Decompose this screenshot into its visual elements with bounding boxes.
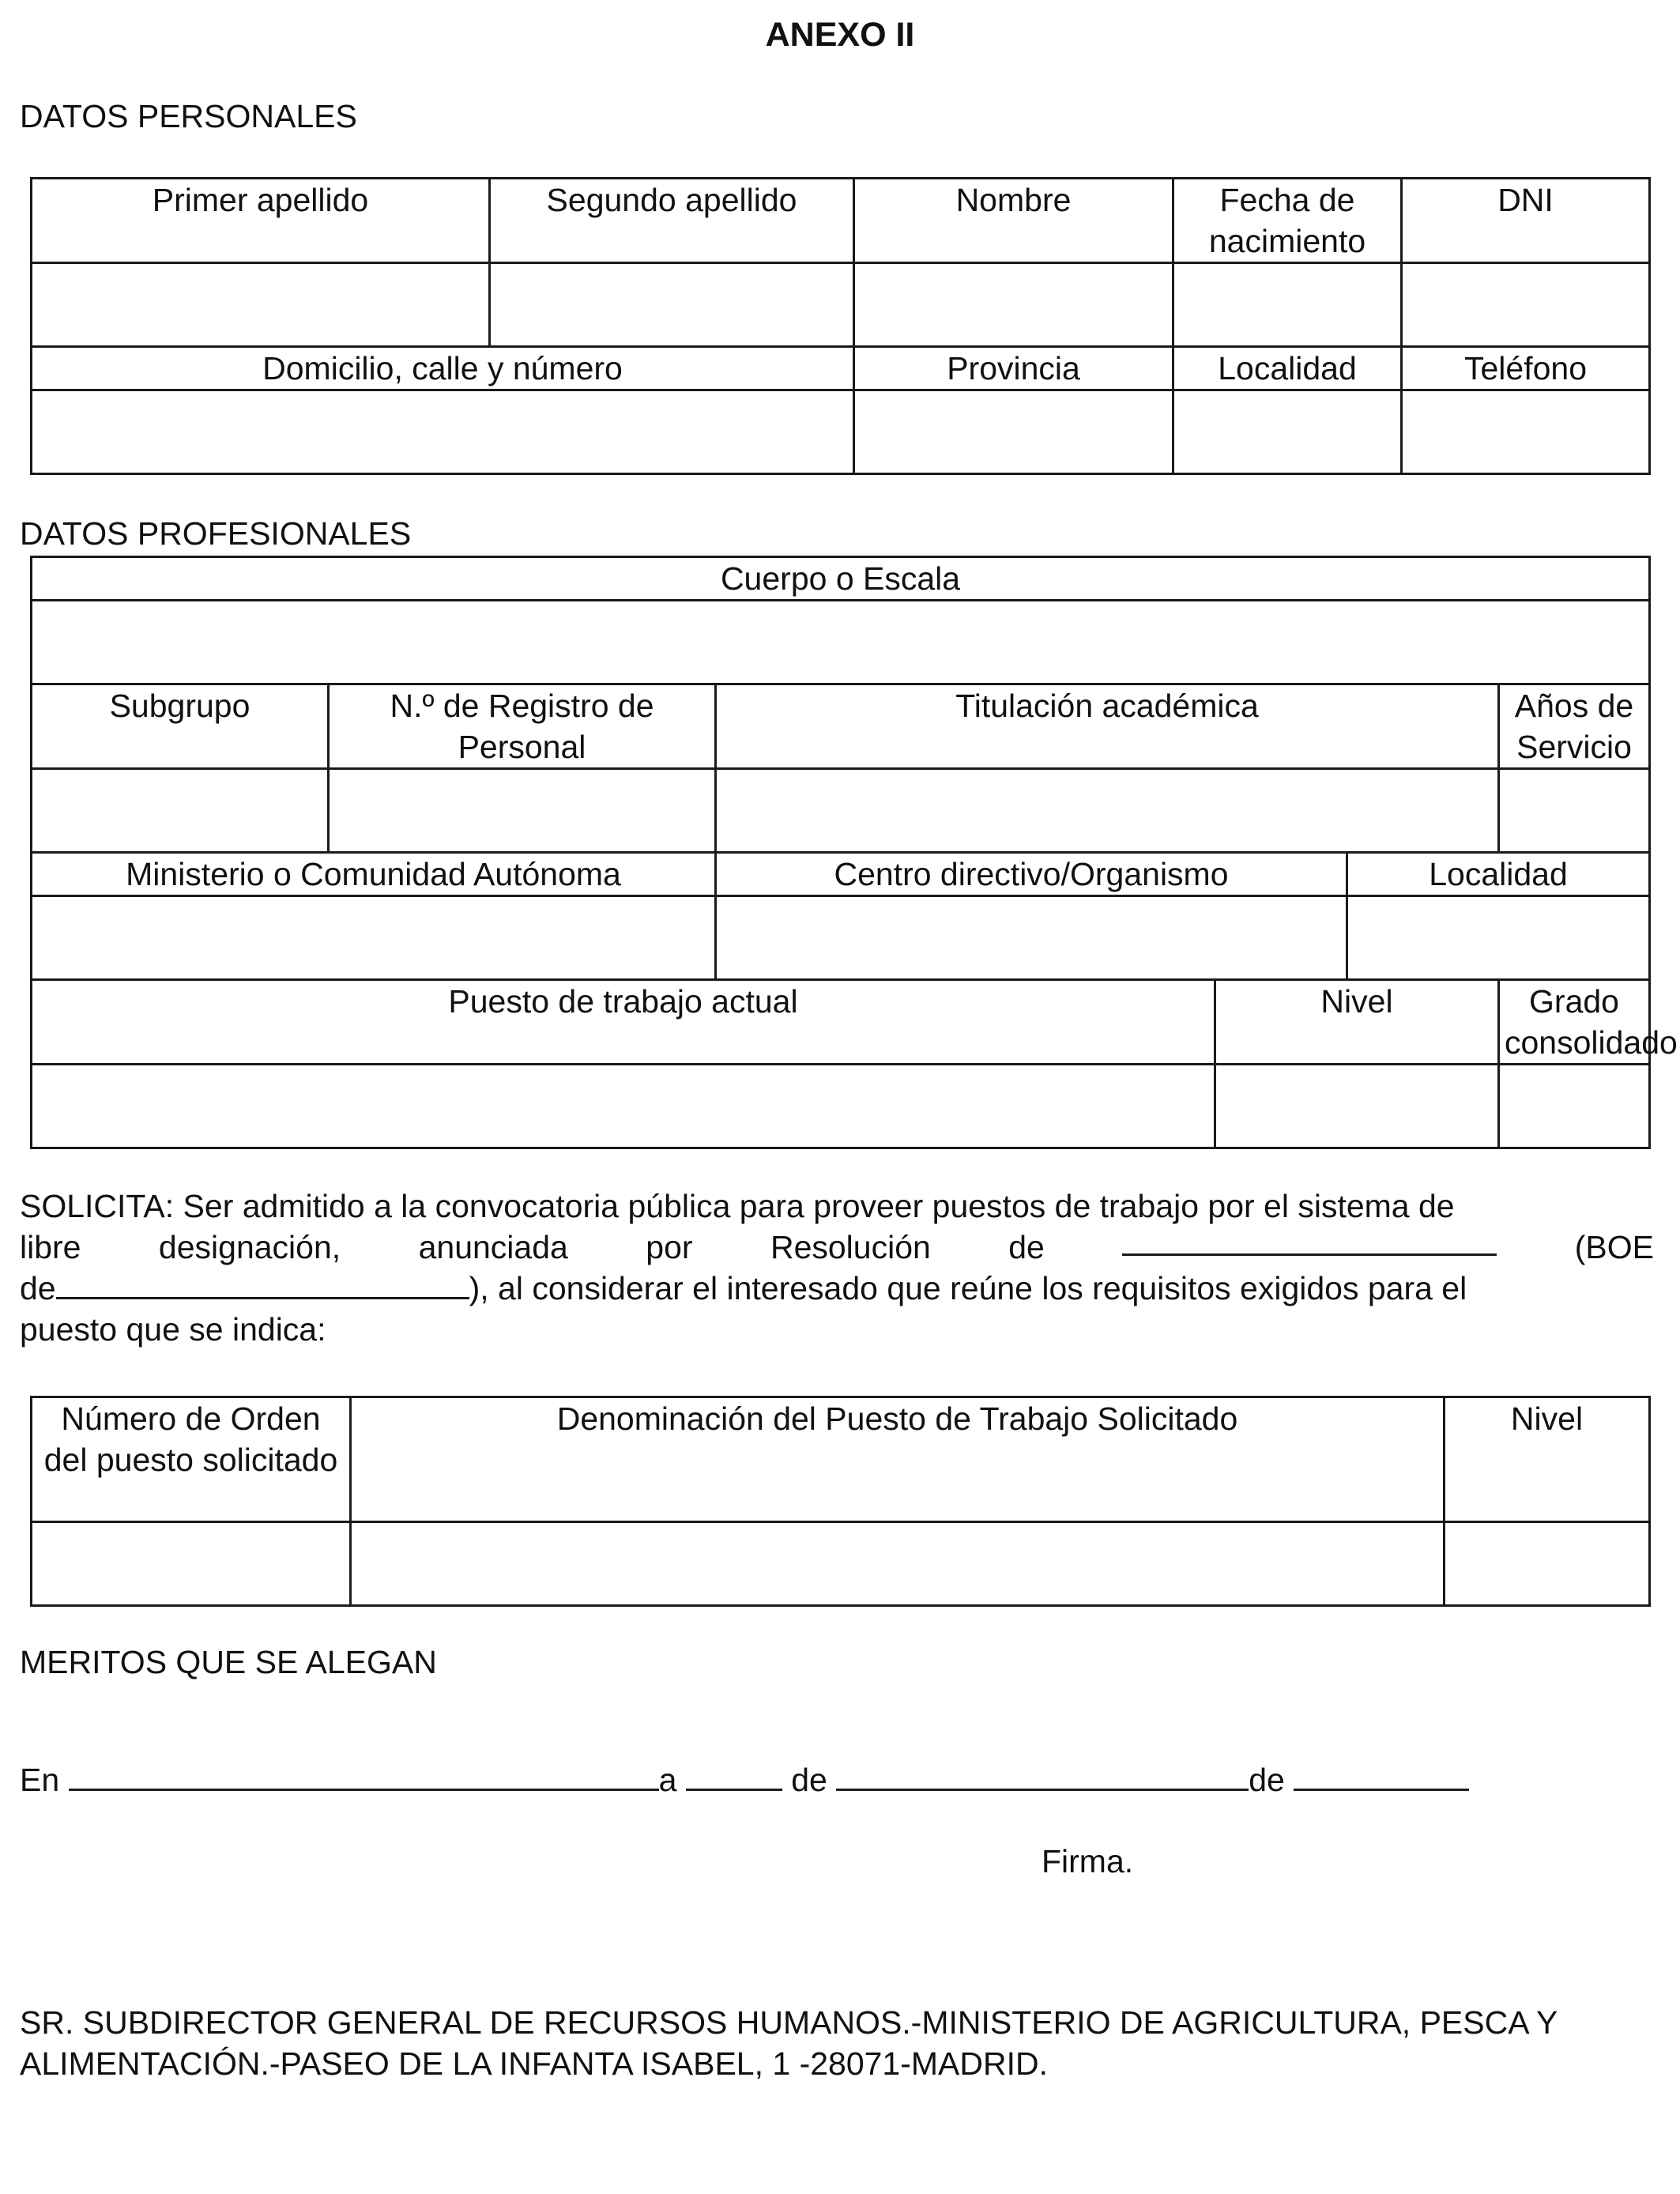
solicita-word: anunciada (418, 1229, 568, 1265)
header-centro-directivo: Centro directivo/Organismo (716, 853, 1347, 896)
page-title: ANEXO II (765, 16, 915, 54)
field-anos-servicio[interactable] (1499, 769, 1650, 853)
header-titulacion: Titulación académica (716, 684, 1499, 769)
field-cuerpo-escala[interactable] (32, 601, 1650, 684)
header-cuerpo-escala: Cuerpo o Escala (32, 557, 1650, 601)
field-numero-orden[interactable] (32, 1522, 351, 1606)
header-localidad-prof: Localidad (1347, 853, 1650, 896)
field-grado-consolidado[interactable] (1499, 1065, 1650, 1148)
solicita-line-1 (20, 1186, 1654, 1227)
day-blank[interactable] (686, 1762, 782, 1791)
field-ministerio[interactable] (32, 896, 716, 980)
field-puesto-actual[interactable] (32, 1065, 1215, 1148)
field-segundo-apellido[interactable] (490, 263, 854, 347)
field-provincia[interactable] (854, 390, 1173, 474)
solicita-de: de (20, 1270, 56, 1306)
field-domicilio[interactable] (32, 390, 854, 474)
header-primer-apellido: Primer apellido (32, 179, 490, 263)
field-nivel-puesto[interactable] (1445, 1522, 1650, 1606)
sign-a: a (658, 1762, 677, 1798)
addressee: SR. SUBDIRECTOR GENERAL DE RECURSOS HUMANOS.-MINISTERIO DE AGRICULTURA, PESCA Y ALIMENTACIÓN.-PASEO DE LA INFANTA ISABEL, 1 -28071-MADRID. (20, 2004, 1558, 2082)
header-denominacion: Denominación del Puesto de Trabajo Solicitado (351, 1397, 1445, 1522)
header-anos-servicio: Años de Servicio (1499, 684, 1650, 769)
header-telefono: Teléfono (1402, 347, 1650, 390)
header-localidad: Localidad (1173, 347, 1402, 390)
solicita-line-3 (20, 1268, 1654, 1309)
header-nivel: Nivel (1215, 980, 1499, 1065)
solicita-word: Resolución (770, 1229, 931, 1265)
solicita-text-3: ), al considerar el interesado que reúne los requisitos exigidos para el (469, 1270, 1467, 1306)
resolucion-blank[interactable] (1122, 1227, 1497, 1256)
field-registro-personal[interactable] (329, 769, 716, 853)
section-meritos: MERITOS QUE SE ALEGAN (20, 1644, 437, 1680)
header-dni: DNI (1402, 179, 1650, 263)
field-titulacion[interactable] (716, 769, 1499, 853)
sign-de-1: de (791, 1762, 827, 1798)
field-telefono[interactable] (1402, 390, 1650, 474)
field-subgrupo[interactable] (32, 769, 329, 853)
field-fecha-nacimiento[interactable] (1173, 263, 1402, 347)
field-nombre[interactable] (854, 263, 1173, 347)
field-nivel[interactable] (1215, 1065, 1499, 1148)
sign-en: En (20, 1762, 60, 1798)
solicita-text-1: SOLICITA: Ser admitido a la convocatoria pública para proveer puestos de trabajo por el sistema de (20, 1188, 1455, 1224)
field-dni[interactable] (1402, 263, 1650, 347)
header-ministerio: Ministerio o Comunidad Autónoma (32, 853, 716, 896)
boe-blank[interactable] (56, 1270, 469, 1299)
header-numero-orden: Número de Orden del puesto solicitado (32, 1397, 351, 1522)
solicita-line-2 (20, 1227, 1654, 1268)
header-registro-personal: N.º de Registro de Personal (329, 684, 716, 769)
datos-profesionales-table (30, 556, 1678, 1149)
sign-place-date-line (20, 1760, 1469, 1800)
solicita-line-4: puesto que se indica: (20, 1311, 326, 1348)
firma-label: Firma. (1042, 1843, 1134, 1879)
solicita-boe: (BOE (1574, 1229, 1654, 1265)
header-domicilio: Domicilio, calle y número (32, 347, 854, 390)
field-primer-apellido[interactable] (32, 263, 490, 347)
header-fecha-nacimiento: Fecha de nacimiento (1173, 179, 1402, 263)
field-centro-directivo[interactable] (716, 896, 1347, 980)
year-blank[interactable] (1294, 1762, 1469, 1791)
header-nivel-puesto: Nivel (1445, 1397, 1650, 1522)
month-blank[interactable] (836, 1762, 1249, 1791)
solicita-paragraph (20, 1186, 1654, 1350)
header-nombre: Nombre (854, 179, 1173, 263)
solicita-word: de (1008, 1229, 1045, 1265)
puesto-solicitado-table (30, 1396, 1651, 1607)
header-puesto-actual: Puesto de trabajo actual (32, 980, 1215, 1065)
header-provincia: Provincia (854, 347, 1173, 390)
solicita-word: libre (20, 1229, 81, 1265)
header-segundo-apellido: Segundo apellido (490, 179, 854, 263)
section-datos-personales: DATOS PERSONALES (20, 98, 357, 134)
solicita-word: por (646, 1229, 693, 1265)
sign-de-2: de (1249, 1762, 1285, 1798)
header-grado-consolidado: Grado consolidado (1499, 980, 1650, 1065)
datos-personales-table (30, 177, 1651, 475)
field-localidad-prof[interactable] (1347, 896, 1650, 980)
solicita-word: designación, (158, 1229, 341, 1265)
field-localidad[interactable] (1173, 390, 1402, 474)
place-blank[interactable] (69, 1762, 659, 1791)
section-datos-profesionales: DATOS PROFESIONALES (20, 515, 412, 552)
header-subgrupo: Subgrupo (32, 684, 329, 769)
field-denominacion[interactable] (351, 1522, 1445, 1606)
